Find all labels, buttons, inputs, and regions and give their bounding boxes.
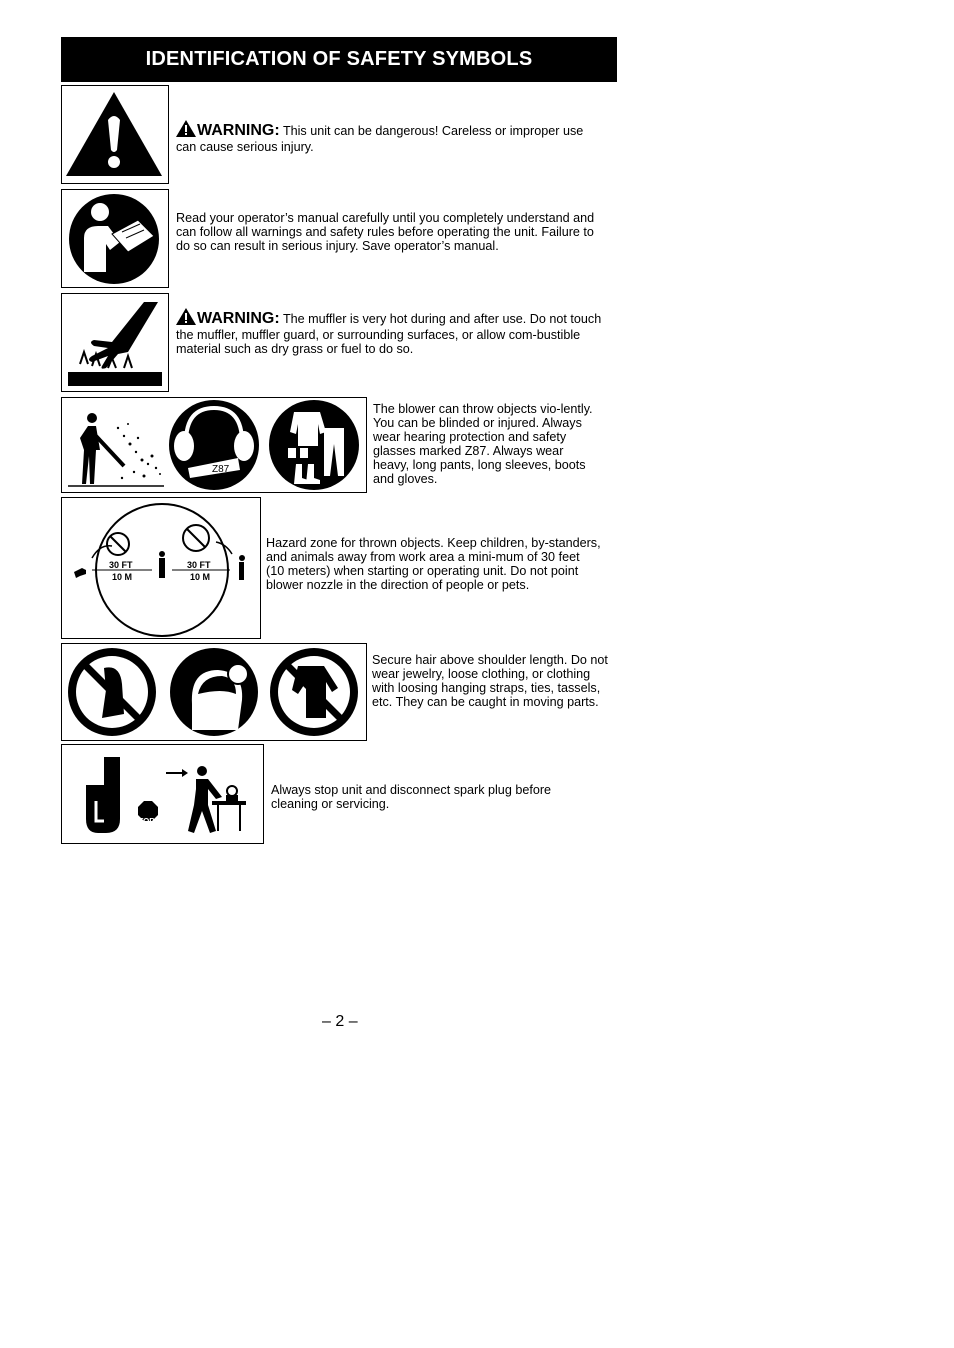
distance-m-right: 10 M bbox=[190, 572, 211, 582]
thrown-objects-ppe-box bbox=[61, 397, 367, 493]
item-5-text: Hazard zone for thrown objects. Keep children, by-standers, and animals away from work area a mini-mum of 30 feet (10 meters) when starting or operating unit. Do not point blower nozzle in the direction of people or pets. bbox=[266, 536, 601, 592]
item-3-text: WARNING: The muffler is very hot during and after use. Do not touch the muffler, muffler guard, or surrounding surfaces, or allow com-bustible material such as dry grass or fuel to do so. bbox=[176, 310, 602, 356]
stop-label: STOP bbox=[133, 817, 155, 826]
warning-symbol-box bbox=[61, 85, 169, 184]
distance-m-left: 10 M bbox=[112, 572, 133, 582]
warning-small-icon bbox=[176, 120, 196, 140]
item-6-text: Secure hair above shoulder length. Do not wear jewelry, loose clothing, or clothing with loosing hanging straps, ties, tassels, etc. They can be caught in moving parts. bbox=[372, 653, 608, 709]
stop-service-icon bbox=[62, 745, 262, 842]
item-1-text: WARNING: This unit can be dangerous! Careless or improper use can cause serious injury. bbox=[176, 122, 584, 154]
page-title: IDENTIFICATION OF SAFETY SYMBOLS bbox=[61, 37, 617, 82]
hazard-zone-icon bbox=[62, 498, 259, 637]
distance-ft-left: 30 FT bbox=[109, 560, 133, 570]
read-manual-icon bbox=[62, 190, 167, 286]
hazard-zone-box bbox=[61, 497, 261, 639]
hair-clothing-box bbox=[61, 643, 367, 741]
warning-triangle-icon bbox=[62, 86, 167, 182]
hair-clothing-icon bbox=[62, 644, 365, 739]
z87-label: Z87 bbox=[212, 464, 230, 475]
page-number: – 2 – bbox=[322, 1013, 358, 1030]
distance-ft-right: 30 FT bbox=[187, 560, 211, 570]
hot-surface-box bbox=[61, 293, 169, 392]
item-7-text: Always stop unit and disconnect spark plug before cleaning or servicing. bbox=[271, 783, 552, 811]
hot-surface-icon bbox=[62, 294, 167, 390]
stop-unit-box bbox=[61, 744, 264, 844]
item-4-text: The blower can throw objects vio-lently. You can be blinded or injured. Always wear hearing protection and safety glasses marked Z87. Always wear heavy, long pants, long sleeves, boots and gloves. bbox=[373, 402, 593, 486]
read-manual-box bbox=[61, 189, 169, 288]
item-2-text: Read your operator’s manual carefully until you completely understand and can follow all warnings and safety rules before operating the unit. Failure to do so can result in serious injury. Save operator’s manual. bbox=[176, 211, 595, 253]
warning-small-icon bbox=[176, 308, 196, 328]
thrown-objects-ppe-icon bbox=[62, 398, 365, 491]
